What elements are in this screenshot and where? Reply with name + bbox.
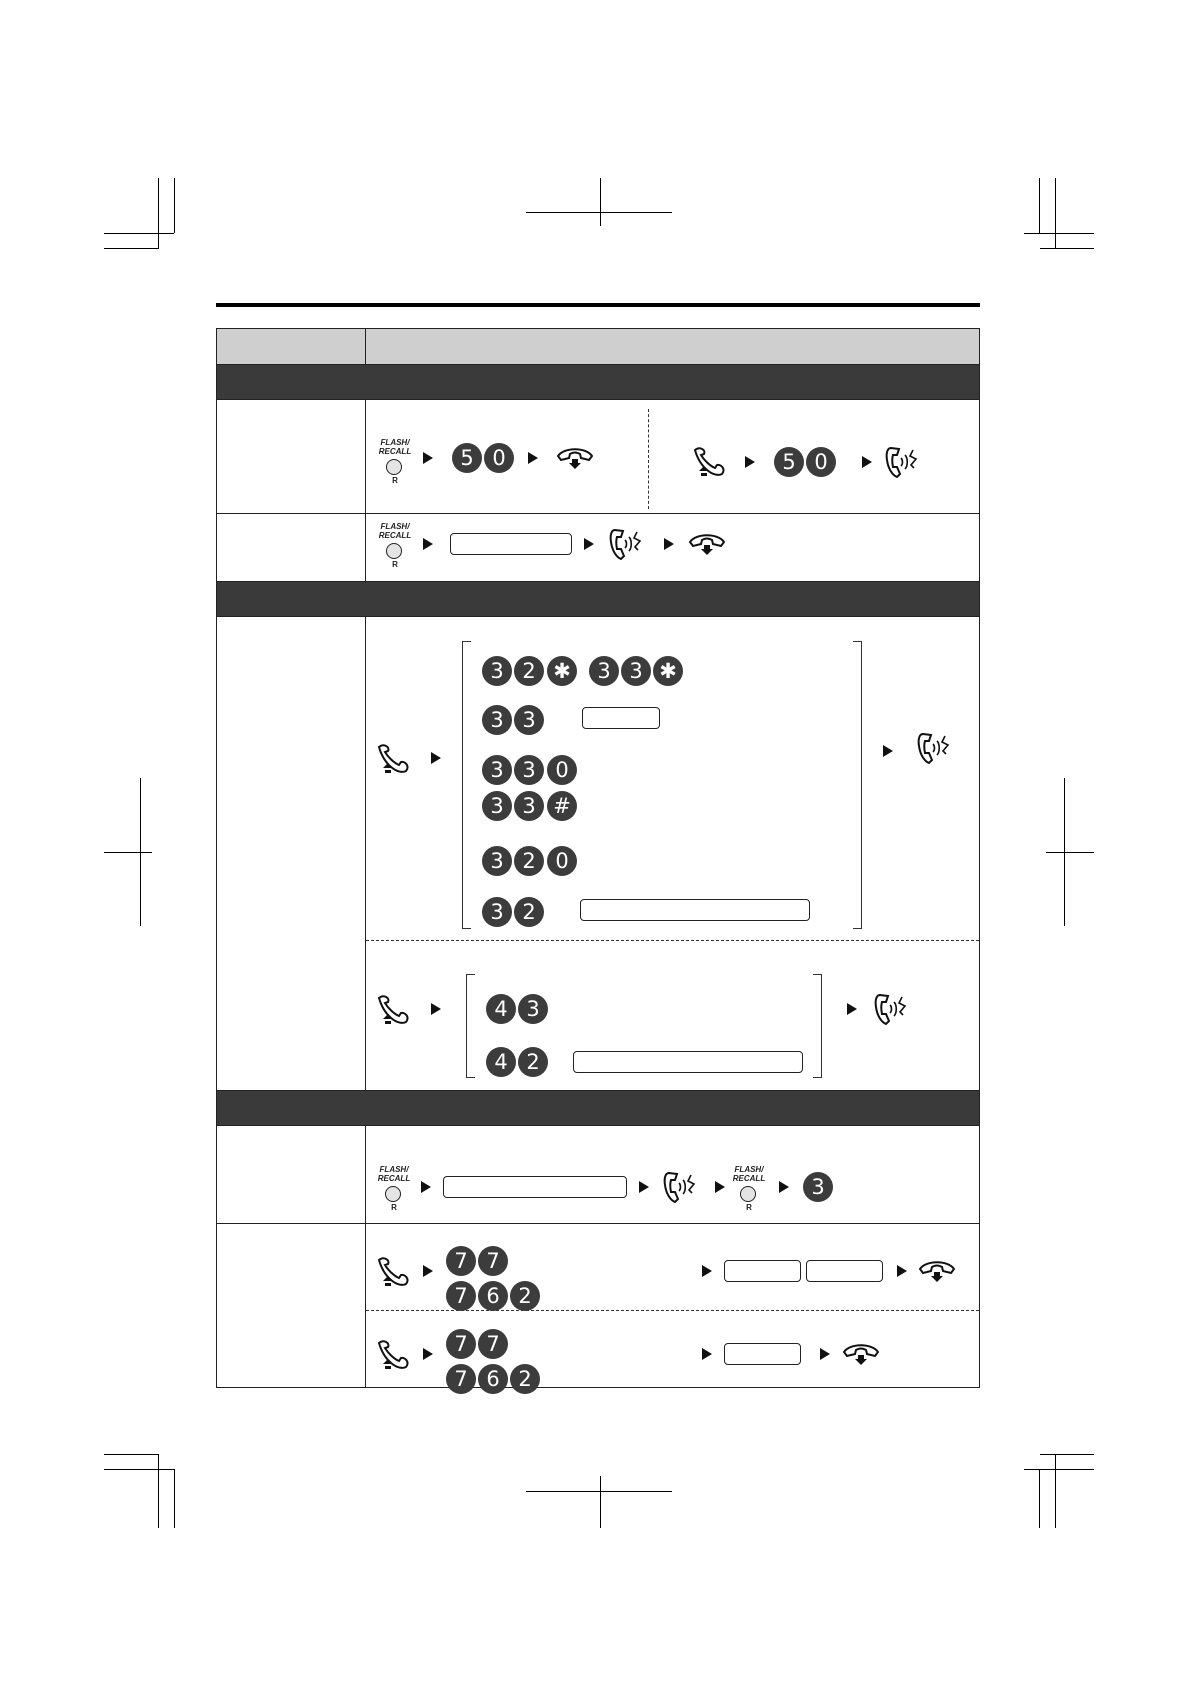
arrow-icon	[421, 1181, 431, 1193]
key-3: 3	[482, 656, 512, 686]
on-hook-icon	[842, 1342, 880, 1368]
arrow-icon	[702, 1265, 712, 1277]
header-rule	[216, 303, 980, 307]
on-hook-icon	[556, 446, 594, 472]
bracket-right	[813, 974, 822, 1078]
on-hook-icon	[688, 532, 726, 558]
off-hook-icon	[376, 743, 410, 775]
arrow-icon	[431, 752, 441, 764]
flash-recall-button-icon: FLASH/ RECALL R	[378, 438, 412, 485]
input-box	[580, 899, 810, 921]
arrow-icon	[883, 745, 893, 757]
key-5: 5	[774, 447, 804, 477]
key-3: 3	[589, 656, 619, 686]
operations-table	[216, 328, 980, 1388]
input-box	[806, 1260, 883, 1282]
section-bar	[217, 582, 979, 616]
table-header	[217, 329, 979, 364]
bracket-left	[462, 641, 471, 929]
key-2: 2	[518, 1047, 548, 1077]
key-star: ✱	[653, 656, 683, 686]
key-7: 7	[446, 1281, 476, 1311]
section-bar	[217, 1091, 979, 1125]
key-hash: #	[547, 791, 577, 821]
key-3: 3	[514, 791, 544, 821]
key-5: 5	[452, 443, 482, 473]
arrow-icon	[745, 456, 755, 468]
key-3: 3	[482, 705, 512, 735]
key-0: 0	[547, 846, 577, 876]
key-6: 6	[478, 1364, 508, 1394]
key-2: 2	[514, 897, 544, 927]
flash-recall-button-icon: FLASH/ RECALL R	[732, 1165, 766, 1212]
key-2: 2	[510, 1281, 540, 1311]
key-3: 3	[621, 656, 651, 686]
key-7: 7	[446, 1329, 476, 1359]
arrow-icon	[423, 1348, 433, 1360]
key-0: 0	[484, 443, 514, 473]
bracket-right	[853, 641, 862, 929]
arrow-icon	[664, 538, 674, 550]
key-3: 3	[518, 994, 548, 1024]
arrow-icon	[423, 452, 433, 464]
arrow-icon	[847, 1003, 857, 1015]
arrow-icon	[423, 1265, 433, 1277]
key-4: 4	[486, 1047, 516, 1077]
key-2: 2	[514, 656, 544, 686]
key-7: 7	[478, 1329, 508, 1359]
key-7: 7	[446, 1364, 476, 1394]
key-3: 3	[803, 1172, 833, 1202]
input-box	[724, 1343, 801, 1365]
arrow-icon	[862, 456, 872, 468]
key-3: 3	[482, 791, 512, 821]
input-box	[724, 1260, 801, 1282]
key-2: 2	[514, 846, 544, 876]
key-6: 6	[478, 1281, 508, 1311]
arrow-icon	[584, 538, 594, 550]
bracket-left	[466, 974, 475, 1078]
key-3: 3	[482, 755, 512, 785]
key-7: 7	[478, 1246, 508, 1276]
key-2: 2	[510, 1364, 540, 1394]
talk-icon	[664, 1171, 696, 1203]
section-bar	[217, 365, 979, 399]
flash-recall-button-icon: FLASH/ RECALL R	[377, 1165, 411, 1212]
on-hook-icon	[918, 1259, 956, 1285]
key-0: 0	[547, 755, 577, 785]
flash-recall-button-icon: FLASH/ RECALL R	[378, 522, 412, 569]
input-box	[573, 1051, 803, 1073]
input-box	[443, 1176, 627, 1198]
arrow-icon	[820, 1348, 830, 1360]
input-box	[450, 533, 572, 555]
key-7: 7	[446, 1246, 476, 1276]
key-3: 3	[514, 705, 544, 735]
arrow-icon	[715, 1181, 725, 1193]
talk-icon	[918, 732, 950, 764]
arrow-icon	[431, 1003, 441, 1015]
key-4: 4	[486, 994, 516, 1024]
key-3: 3	[482, 846, 512, 876]
off-hook-icon	[376, 1339, 410, 1371]
arrow-icon	[423, 538, 433, 550]
talk-icon	[886, 446, 918, 478]
key-3: 3	[514, 755, 544, 785]
off-hook-icon	[692, 446, 726, 478]
off-hook-icon	[376, 994, 410, 1026]
talk-icon	[610, 528, 642, 560]
key-0: 0	[806, 447, 836, 477]
key-3: 3	[482, 897, 512, 927]
key-star: ✱	[547, 656, 577, 686]
arrow-icon	[779, 1181, 789, 1193]
arrow-icon	[702, 1348, 712, 1360]
off-hook-icon	[376, 1256, 410, 1288]
arrow-icon	[639, 1181, 649, 1193]
input-box	[582, 707, 660, 729]
arrow-icon	[528, 452, 538, 464]
arrow-icon	[897, 1265, 907, 1277]
talk-icon	[875, 993, 907, 1025]
